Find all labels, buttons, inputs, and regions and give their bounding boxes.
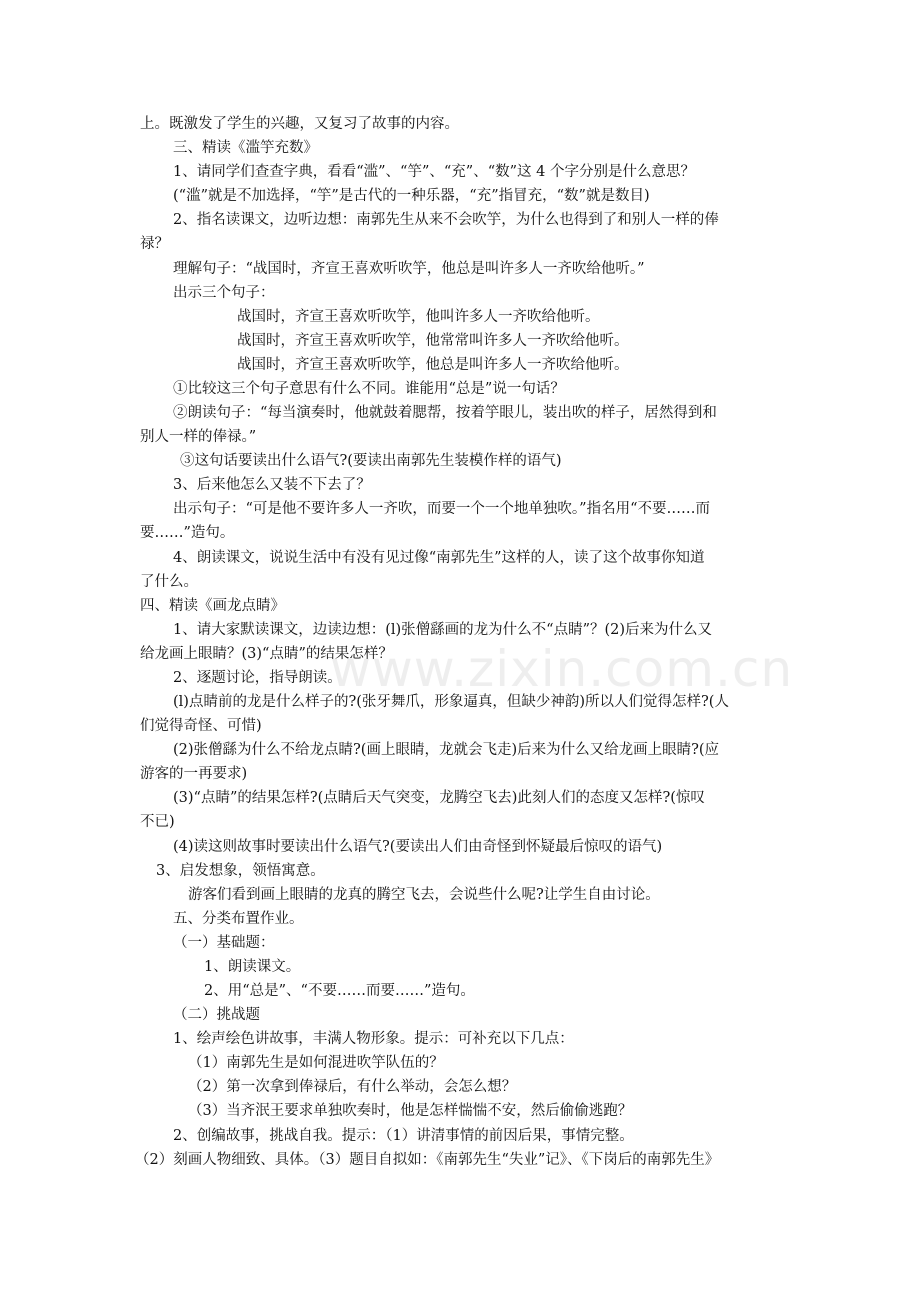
text-line: 上。既激发了学生的兴趣，又复习了故事的内容。 xyxy=(140,116,459,132)
text-line: 2、逐题讨论，指导朗读。 xyxy=(173,670,342,686)
text-line: 给龙画上眼睛？(3)“点睛”的结果怎样？ xyxy=(140,646,393,662)
text-line: 不已) xyxy=(140,814,175,830)
text-line: 1、请同学们查查字典，看看“滥”、“竽”、“充”、“数”这 4 个字分别是什么意思？ xyxy=(173,164,695,180)
section-heading: 三、精读《滥竽充数》 xyxy=(173,140,318,156)
text-line: ①比较这三个句子意思有什么不同。谁能用“总是”说一句话？ xyxy=(173,381,565,397)
text-line: 出示句子：“可是他不要许多人一齐吹，而要一个一个地单独吹。”指名用“不要……而 xyxy=(173,501,710,517)
example-sentence: 战国时，齐宣王喜欢听吹竽，他叫许多人一齐吹给他听。 xyxy=(237,309,600,325)
text-line: (l)点睛前的龙是什么样子的?(张牙舞爪，形象逼真，但缺少神韵)所以人们觉得怎样?(人 xyxy=(173,694,729,710)
text-line: 理解句子：“战国时，齐宣王喜欢听吹竽，他总是叫许多人一齐吹给他听。” xyxy=(173,261,645,277)
text-line: (2)张僧繇为什么不给龙点睛?(画上眼睛，龙就会飞走)后来为什么又给龙画上眼睛?(应 xyxy=(173,742,720,758)
text-line: 1、绘声绘色讲故事，丰满人物形象。提示：可补充以下几点： xyxy=(173,1031,574,1047)
text-line: 游客们看到画上眼睛的龙真的腾空飞去，会说些什么呢?让学生自由讨论。 xyxy=(188,887,660,903)
text-line: 出示三个句子： xyxy=(173,285,275,301)
text-line: 要……”造句。 xyxy=(140,525,235,541)
section-heading: 四、精读《画龙点睛》 xyxy=(140,598,285,614)
text-line: ②朗读句子：“每当演奏时，他就鼓着腮帮，按着竽眼儿，装出吹的样子，居然得到和 xyxy=(173,405,717,421)
subsection-heading: （二）挑战题 xyxy=(173,1007,260,1023)
text-line: 了什么。 xyxy=(140,574,198,590)
example-sentence: 战国时，齐宣王喜欢听吹竽，他总是叫许多人一齐吹给他听。 xyxy=(237,357,629,373)
text-line: ③这句话要读出什么语气?(要读出南郭先生装模作样的语气) xyxy=(180,453,562,469)
text-line: 禄？ xyxy=(140,236,169,252)
text-line: (“滥”就是不加选择，“竽”是古代的一种乐器，“充”指冒充，“数”就是数目) xyxy=(173,188,650,204)
text-line: （2）刻画人物细致、具体。（3）题目自拟如：《南郭先生“失业”记》、《下岗后的南郭先生》 xyxy=(135,1152,720,1168)
subsection-heading: （一）基础题： xyxy=(173,935,275,951)
list-item: 2、用“总是”、“不要……而要……”造句。 xyxy=(204,983,475,999)
text-line: (3)“点睛”的结果怎样?(点睛后天气突变，龙腾空飞去)此刻人们的态度又怎样?(惊叹 xyxy=(173,790,705,806)
text-line: 2、指名读课文，边听边想：南郭先生从来不会吹竽，为什么也得到了和别人一样的俸 xyxy=(173,212,719,228)
text-line: 别人一样的俸禄。” xyxy=(140,429,257,445)
list-item: （3）当齐泯王要求单独吹奏时，他是怎样惴惴不安，然后偷偷逃跑？ xyxy=(188,1103,633,1119)
text-line: 游客的一再要求) xyxy=(140,766,248,782)
text-line: 2、创编故事，挑战自我。提示：（1）讲清事情的前因后果，事情完整。 xyxy=(173,1128,634,1144)
text-line: 3、后来他怎么又装不下去了？ xyxy=(173,477,371,493)
section-heading: 五、分类布置作业。 xyxy=(173,911,304,927)
list-item: （1）南郭先生是如何混进吹竽队伍的？ xyxy=(188,1055,444,1071)
text-line: 3、启发想象，领悟寓意。 xyxy=(156,863,325,879)
text-line: 们觉得奇怪、可惜) xyxy=(140,718,262,734)
text-line: 1、请大家默读课文，边读边想：(l)张僧繇画的龙为什么不“点睛”？(2)后来为什么又 xyxy=(173,622,713,638)
text-line: (4)读这则故事时要读出什么语气?(要读出人们由奇怪到怀疑最后惊叹的语气) xyxy=(173,839,663,855)
watermark: www.zixin.com.cn xyxy=(330,640,794,698)
example-sentence: 战国时，齐宣王喜欢听吹竽，他常常叫许多人一齐吹给他听。 xyxy=(237,333,629,349)
text-line: 4、朗读课文，说说生活中有没有见过像“南郭先生”这样的人，读了这个故事你知道 xyxy=(173,550,705,566)
list-item: 1、朗读课文。 xyxy=(204,959,301,975)
list-item: （2）第一次拿到俸禄后，有什么举动，会怎么想？ xyxy=(188,1079,517,1095)
